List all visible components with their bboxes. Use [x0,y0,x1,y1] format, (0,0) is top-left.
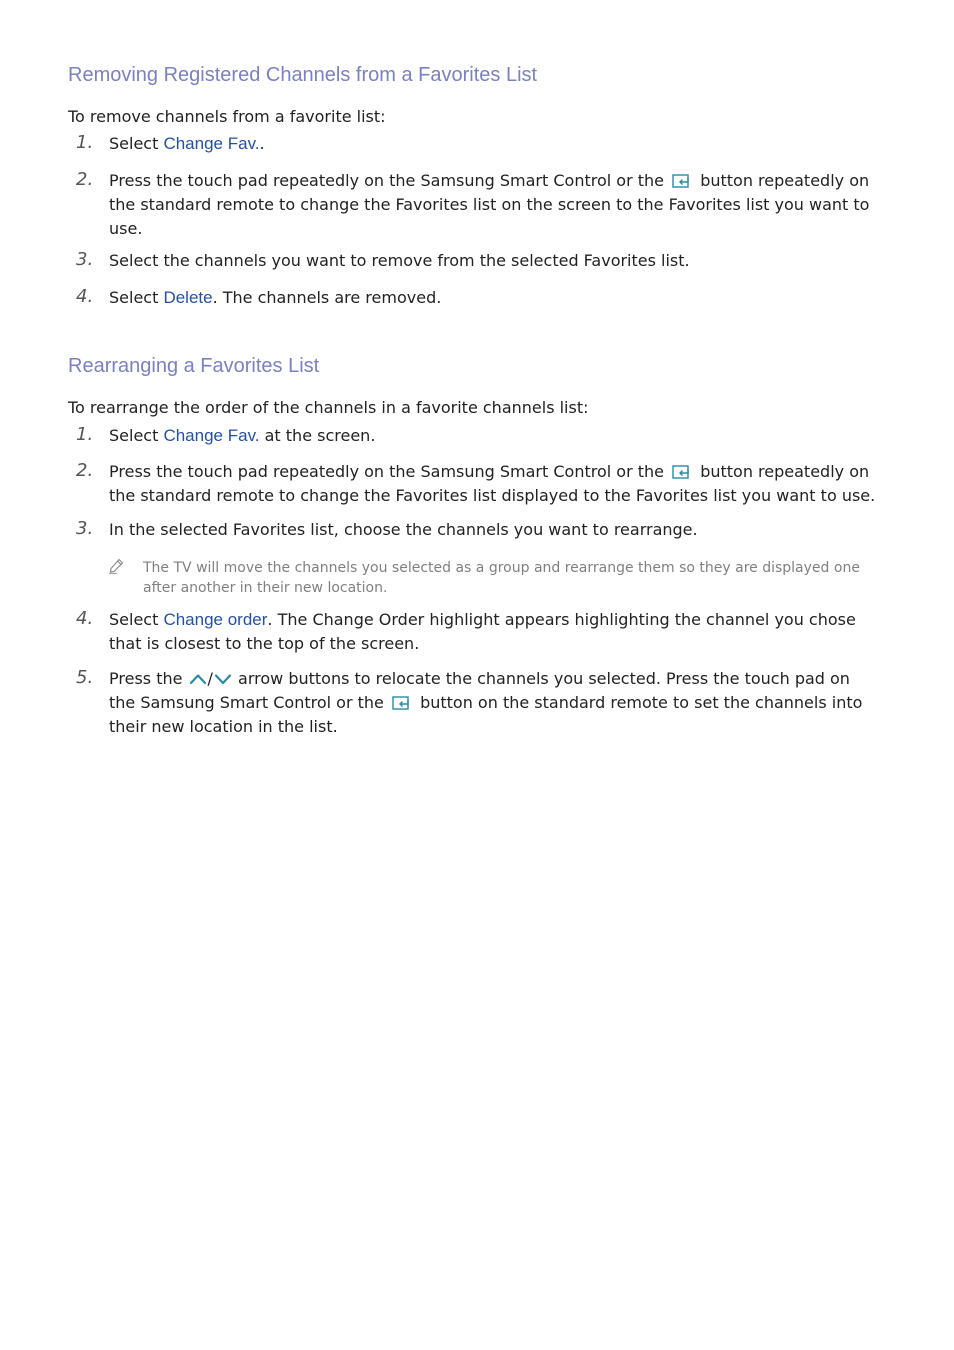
down-arrow-icon [213,671,233,687]
section-title-rearranging: Rearranging a Favorites List [68,355,320,377]
menu-link-change-order: Change order [163,610,268,629]
step-number: 5. [76,667,94,688]
pencil-note-icon [108,558,124,574]
step-number: 3. [76,249,94,270]
step-number: 4. [76,286,94,307]
section-title-removing: Removing Registered Channels from a Favorites List [68,64,538,86]
step-number: 3. [76,518,94,539]
step-number: 1. [76,424,94,445]
enter-button-icon [392,695,412,711]
note-text: The TV will move the channels you selected as a group and rearrange them so they are displayed one after another in their new location. [143,560,860,596]
step-number: 1. [76,132,94,153]
step-number: 2. [76,460,94,481]
menu-link-change-fav: Change Fav. [163,134,260,153]
enter-button-icon [672,464,692,480]
menu-link-change-fav: Change Fav. [163,426,260,445]
section-intro-removing: To remove channels from a favorite list: [68,107,386,126]
step-number: 4. [76,608,94,629]
step-number: 2. [76,169,94,190]
enter-button-icon [672,173,692,189]
up-arrow-icon [188,671,208,687]
section-intro-rearranging: To rearrange the order of the channels in a favorite channels list: [68,398,589,417]
menu-link-delete: Delete [163,288,213,307]
